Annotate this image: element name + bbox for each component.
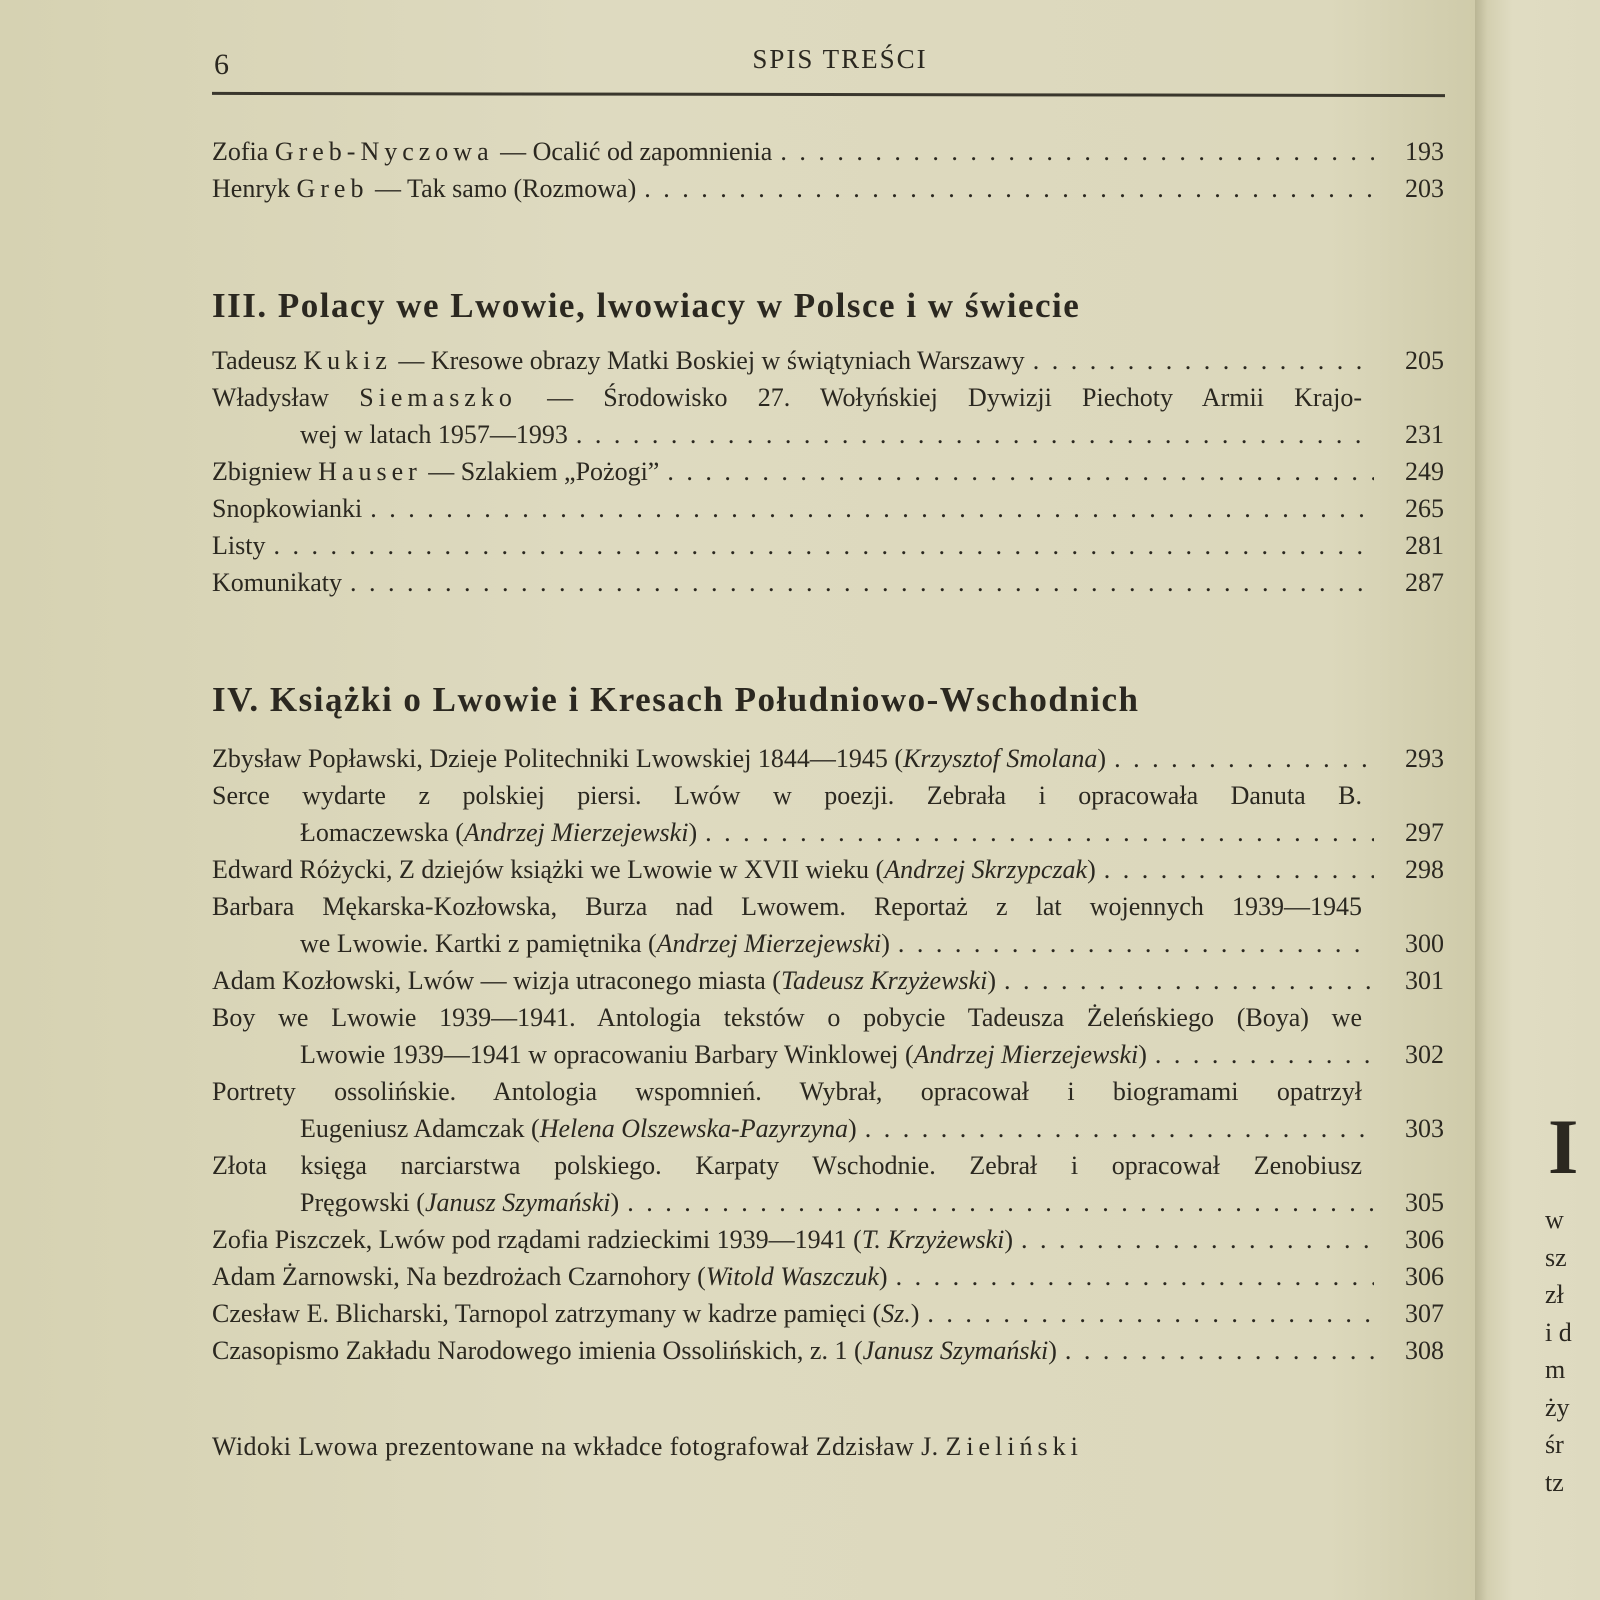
entry-text: ) — [688, 818, 698, 847]
entry-text: Barbara Mękarska-Kozłowska, Burza nad Lwowem. Reportaż z lat wojennych 1939—1945 — [212, 892, 1362, 921]
entry-text: Adam Żarnowski, Na bezdrożach Czarnohory ( — [212, 1262, 706, 1291]
reviewer-name: Janusz Szymański — [862, 1336, 1049, 1365]
page-ref: 306 — [1405, 1225, 1444, 1254]
author-surname: Hauser — [318, 457, 422, 486]
entry-text: — Szlakiem „Pożogi” — [421, 457, 660, 486]
toc-entry-line — [212, 740, 1444, 777]
entry-text: we Lwowie. Kartki z pamiętnika ( — [300, 929, 657, 958]
toc-entry — [212, 999, 1444, 1073]
entry-title — [212, 999, 1362, 1036]
page-ref: 287 — [1405, 568, 1444, 597]
entry-text: ) — [910, 1299, 920, 1328]
entry-text: Zofia Piszczek, Lwów pod rządami radzieckimi 1939—1941 ( — [212, 1225, 862, 1254]
toc-entry — [212, 527, 1444, 564]
entry-text: Pręgowski ( — [300, 1188, 425, 1217]
entry-text: Zbigniew — [212, 457, 319, 486]
entry-text: ) — [878, 1262, 888, 1291]
page-ref: 308 — [1405, 1336, 1444, 1365]
section-heading-iii: III. Polacy we Lwowie, lwowiacy w Polsce i w świecie — [212, 286, 1081, 325]
entry-title — [212, 490, 362, 527]
dot-leader — [1013, 1221, 1374, 1258]
page-ref: 293 — [1405, 744, 1444, 773]
toc-entry — [212, 777, 1444, 851]
toc-entry-line — [212, 777, 1444, 814]
toc-entry-line — [212, 1221, 1444, 1258]
right-page-text-fragment: ży — [1545, 1392, 1570, 1422]
page-ref: 303 — [1405, 1114, 1444, 1143]
entry-title — [212, 342, 1025, 379]
entry-title — [212, 527, 265, 564]
reviewer-name: Tadeusz Krzyżewski — [780, 966, 988, 995]
entry-text: — Ocalić od zapomnienia — [493, 137, 773, 166]
entry-text: Złota księga narciarstwa polskiego. Karpaty Wschodnie. Zebrał i opracował Zenobiusz — [212, 1151, 1362, 1180]
toc-section-iii — [212, 342, 1444, 601]
toc-entry-line — [212, 1110, 1444, 1147]
toc-entry — [212, 490, 1444, 527]
page-ref: 301 — [1405, 966, 1444, 995]
reviewer-name: Sz. — [881, 1299, 911, 1328]
toc-entry-line — [212, 342, 1444, 379]
right-page-text-fragment: tz — [1545, 1467, 1564, 1497]
toc-entry-line — [212, 1258, 1444, 1295]
toc-entry — [212, 379, 1444, 453]
reviewer-name: Andrzej Mierzejewski — [656, 929, 882, 958]
entry-text: ) — [1097, 744, 1107, 773]
entry-text: Czasopismo Zakładu Narodowego imienia Ossolińskich, z. 1 ( — [212, 1336, 863, 1365]
entry-title — [212, 740, 1106, 777]
toc-entry-line — [212, 170, 1444, 207]
toc-entry — [212, 851, 1444, 888]
toc-entry-line — [212, 133, 1444, 170]
entry-title — [212, 1147, 1362, 1184]
entry-title — [212, 777, 1362, 814]
page-number: 6 — [214, 48, 229, 81]
entry-title — [212, 133, 772, 170]
section-heading-iv: IV. Książki o Lwowie i Kresach Południowo-Wschodnich — [212, 680, 1140, 719]
entry-text: Lwowie 1939—1941 w opracowaniu Barbary Winklowej ( — [300, 1040, 914, 1069]
author-surname: Siemaszko — [359, 383, 517, 412]
dot-leader — [1147, 1036, 1374, 1073]
toc-entry-line — [212, 416, 1444, 453]
toc-entry-line — [212, 888, 1444, 925]
toc-entry — [212, 564, 1444, 601]
dot-leader — [342, 564, 1374, 601]
author-surname: Kukiz — [303, 346, 392, 375]
photographer-name: Zieliński — [945, 1432, 1083, 1461]
toc-entry — [212, 1295, 1444, 1332]
dot-leader — [888, 1258, 1374, 1295]
page-ref: 203 — [1405, 174, 1444, 203]
entry-text: ) — [1004, 1225, 1013, 1254]
entry-text: ) — [987, 966, 996, 995]
entry-text: Zofia — [212, 137, 275, 166]
right-page — [1475, 0, 1600, 1600]
page-ref: 281 — [1405, 531, 1444, 560]
entry-text: — Tak samo (Rozmowa) — [368, 174, 637, 203]
dot-leader — [890, 925, 1374, 962]
page-ref: 300 — [1405, 929, 1444, 958]
photo-credit — [212, 1432, 1083, 1462]
running-header: SPIS TREŚCI — [752, 44, 928, 74]
toc-entry-line — [212, 1147, 1444, 1184]
page-ref: 305 — [1405, 1188, 1444, 1217]
right-page-text-fragment: i d — [1545, 1317, 1572, 1347]
entry-text: ) — [881, 929, 890, 958]
entry-text: wej w latach 1957—1993 — [300, 420, 568, 449]
right-page-initial: I — [1548, 1103, 1579, 1190]
entry-title — [300, 814, 697, 851]
author-surname: Greb-Nyczowa — [274, 137, 494, 166]
reviewer-name: Helena Olszewska-Pazyrzyna — [539, 1114, 849, 1143]
entry-title — [300, 416, 568, 453]
toc-entry-line — [212, 1332, 1444, 1369]
toc-entry-line — [212, 1295, 1444, 1332]
entry-text: Henryk — [212, 174, 297, 203]
page-ref: 249 — [1405, 457, 1444, 486]
entry-text: Snopkowianki — [212, 494, 363, 523]
toc-entry-line — [212, 925, 1444, 962]
toc-entry-line — [212, 1184, 1444, 1221]
entry-text: — Środowisko 27. Wołyńskiej Dywizji Piechoty Armii Krajo- — [516, 383, 1362, 412]
entry-text: ) — [1138, 1040, 1147, 1069]
entry-text: Komunikaty — [212, 568, 342, 597]
toc-entry — [212, 1258, 1444, 1295]
page-ref: 298 — [1405, 855, 1444, 884]
entry-text: Boy we Lwowie 1939—1941. Antologia tekstów o pobycie Tadeusza Żeleńskiego (Boya) we — [212, 1003, 1362, 1032]
toc-entry — [212, 453, 1444, 490]
page-ref: 265 — [1405, 494, 1444, 523]
dot-leader — [636, 170, 1374, 207]
entry-text: Tadeusz — [212, 346, 304, 375]
entry-text: Serce wydarte z polskiej piersi. Lwów w poezji. Zebrała i opracowała Danuta B. — [212, 781, 1362, 810]
dot-leader — [919, 1295, 1374, 1332]
entry-title — [212, 379, 1362, 416]
entry-text: Zbysław Popławski, Dzieje Politechniki Lwowskiej 1844—1945 ( — [212, 744, 904, 773]
entry-title — [212, 1073, 1362, 1110]
reviewer-name: T. Krzyżewski — [861, 1225, 1005, 1254]
entry-title — [212, 170, 636, 207]
toc-section-iv — [212, 740, 1444, 1369]
entry-title — [212, 1221, 1013, 1258]
toc-entry-line — [212, 564, 1444, 601]
dot-leader — [1025, 342, 1374, 379]
entry-text: ) — [610, 1188, 620, 1217]
toc-entry-line — [212, 962, 1444, 999]
page-ref: 306 — [1405, 1262, 1444, 1291]
dot-leader — [362, 490, 1374, 527]
entry-text: ) — [1087, 855, 1096, 884]
dot-leader — [857, 1110, 1374, 1147]
entry-title — [212, 1332, 1057, 1369]
entry-title — [212, 851, 1096, 888]
entry-title — [300, 925, 890, 962]
right-page-text-fragment: zł — [1545, 1280, 1564, 1309]
entry-text: ) — [1048, 1336, 1057, 1365]
page-ref: 307 — [1405, 1299, 1444, 1328]
page-ref: 231 — [1405, 420, 1444, 449]
page-ref: 302 — [1405, 1040, 1444, 1069]
toc-entry — [212, 1221, 1444, 1258]
toc-entry — [212, 888, 1444, 962]
toc-entry — [212, 962, 1444, 999]
author-surname: Greb — [296, 174, 369, 203]
reviewer-name: Andrzej Mierzejewski — [913, 1040, 1139, 1069]
right-page-text-fragment: śr — [1545, 1430, 1564, 1459]
toc-entry-line — [212, 379, 1444, 416]
page-ref: 297 — [1405, 818, 1444, 847]
dot-leader — [772, 133, 1374, 170]
entry-title — [300, 1036, 1147, 1073]
toc-entry — [212, 740, 1444, 777]
dot-leader — [659, 453, 1374, 490]
entry-title — [212, 564, 342, 601]
dot-leader — [1106, 740, 1374, 777]
entry-text: Czesław E. Blicharski, Tarnopol zatrzymany w kadrze pamięci ( — [212, 1299, 882, 1328]
entry-title — [212, 1258, 888, 1295]
entry-text: Adam Kozłowski, Lwów — wizja utraconego miasta ( — [212, 966, 781, 995]
entry-title — [212, 453, 659, 490]
toc-entry-line — [212, 453, 1444, 490]
toc-entry — [212, 342, 1444, 379]
right-page-text-fragment: w — [1545, 1205, 1564, 1234]
toc-entry — [212, 170, 1444, 207]
dot-leader — [265, 527, 1374, 564]
dot-leader — [1057, 1332, 1374, 1369]
reviewer-name: Janusz Szymański — [424, 1188, 611, 1217]
entry-title — [212, 1295, 919, 1332]
toc-entry-line — [212, 1073, 1444, 1110]
reviewer-name: Andrzej Skrzypczak — [884, 855, 1088, 884]
dot-leader — [568, 416, 1374, 453]
dot-leader — [619, 1184, 1374, 1221]
dot-leader — [996, 962, 1374, 999]
toc-entry — [212, 1147, 1444, 1221]
photo-credit-text: Widoki Lwowa prezentowane na wkładce fotografował Zdzisław J. — [212, 1432, 946, 1461]
dot-leader — [697, 814, 1374, 851]
page-ref: 205 — [1405, 346, 1444, 375]
toc-entry-line — [212, 814, 1444, 851]
dot-leader — [1096, 851, 1374, 888]
reviewer-name: Krzysztof Smolana — [903, 744, 1098, 773]
entry-title — [300, 1184, 619, 1221]
reviewer-name: Andrzej Mierzejewski — [463, 818, 689, 847]
toc-entry-line — [212, 527, 1444, 564]
entry-title — [212, 888, 1362, 925]
entry-title — [300, 1110, 857, 1147]
toc-section-continued — [212, 133, 1444, 207]
entry-text: Eugeniusz Adamczak ( — [300, 1114, 540, 1143]
toc-entry-line — [212, 851, 1444, 888]
page-ref: 193 — [1405, 137, 1444, 166]
entry-title — [212, 962, 996, 999]
toc-entry — [212, 133, 1444, 170]
right-page-text-fragment: m — [1545, 1355, 1566, 1384]
entry-text: — Kresowe obrazy Matki Boskiej w świątyniach Warszawy — [391, 346, 1025, 375]
entry-text: ) — [848, 1114, 857, 1143]
toc-entry-line — [212, 490, 1444, 527]
entry-text: Łomaczewska ( — [300, 818, 464, 847]
entry-text: Edward Różycki, Z dziejów książki we Lwowie w XVII wieku ( — [212, 855, 885, 884]
entry-text: Listy — [212, 531, 266, 560]
toc-entry — [212, 1332, 1444, 1369]
toc-entry — [212, 1073, 1444, 1147]
toc-entry-line — [212, 999, 1444, 1036]
entry-text: Portrety ossolińskie. Antologia wspomnień. Wybrał, opracował i biogramami opatrzył — [212, 1077, 1362, 1106]
entry-text: Władysław — [212, 383, 360, 412]
toc-entry-line — [212, 1036, 1444, 1073]
right-page-text-fragment: sz — [1545, 1242, 1567, 1272]
reviewer-name: Witold Waszczuk — [705, 1262, 879, 1291]
